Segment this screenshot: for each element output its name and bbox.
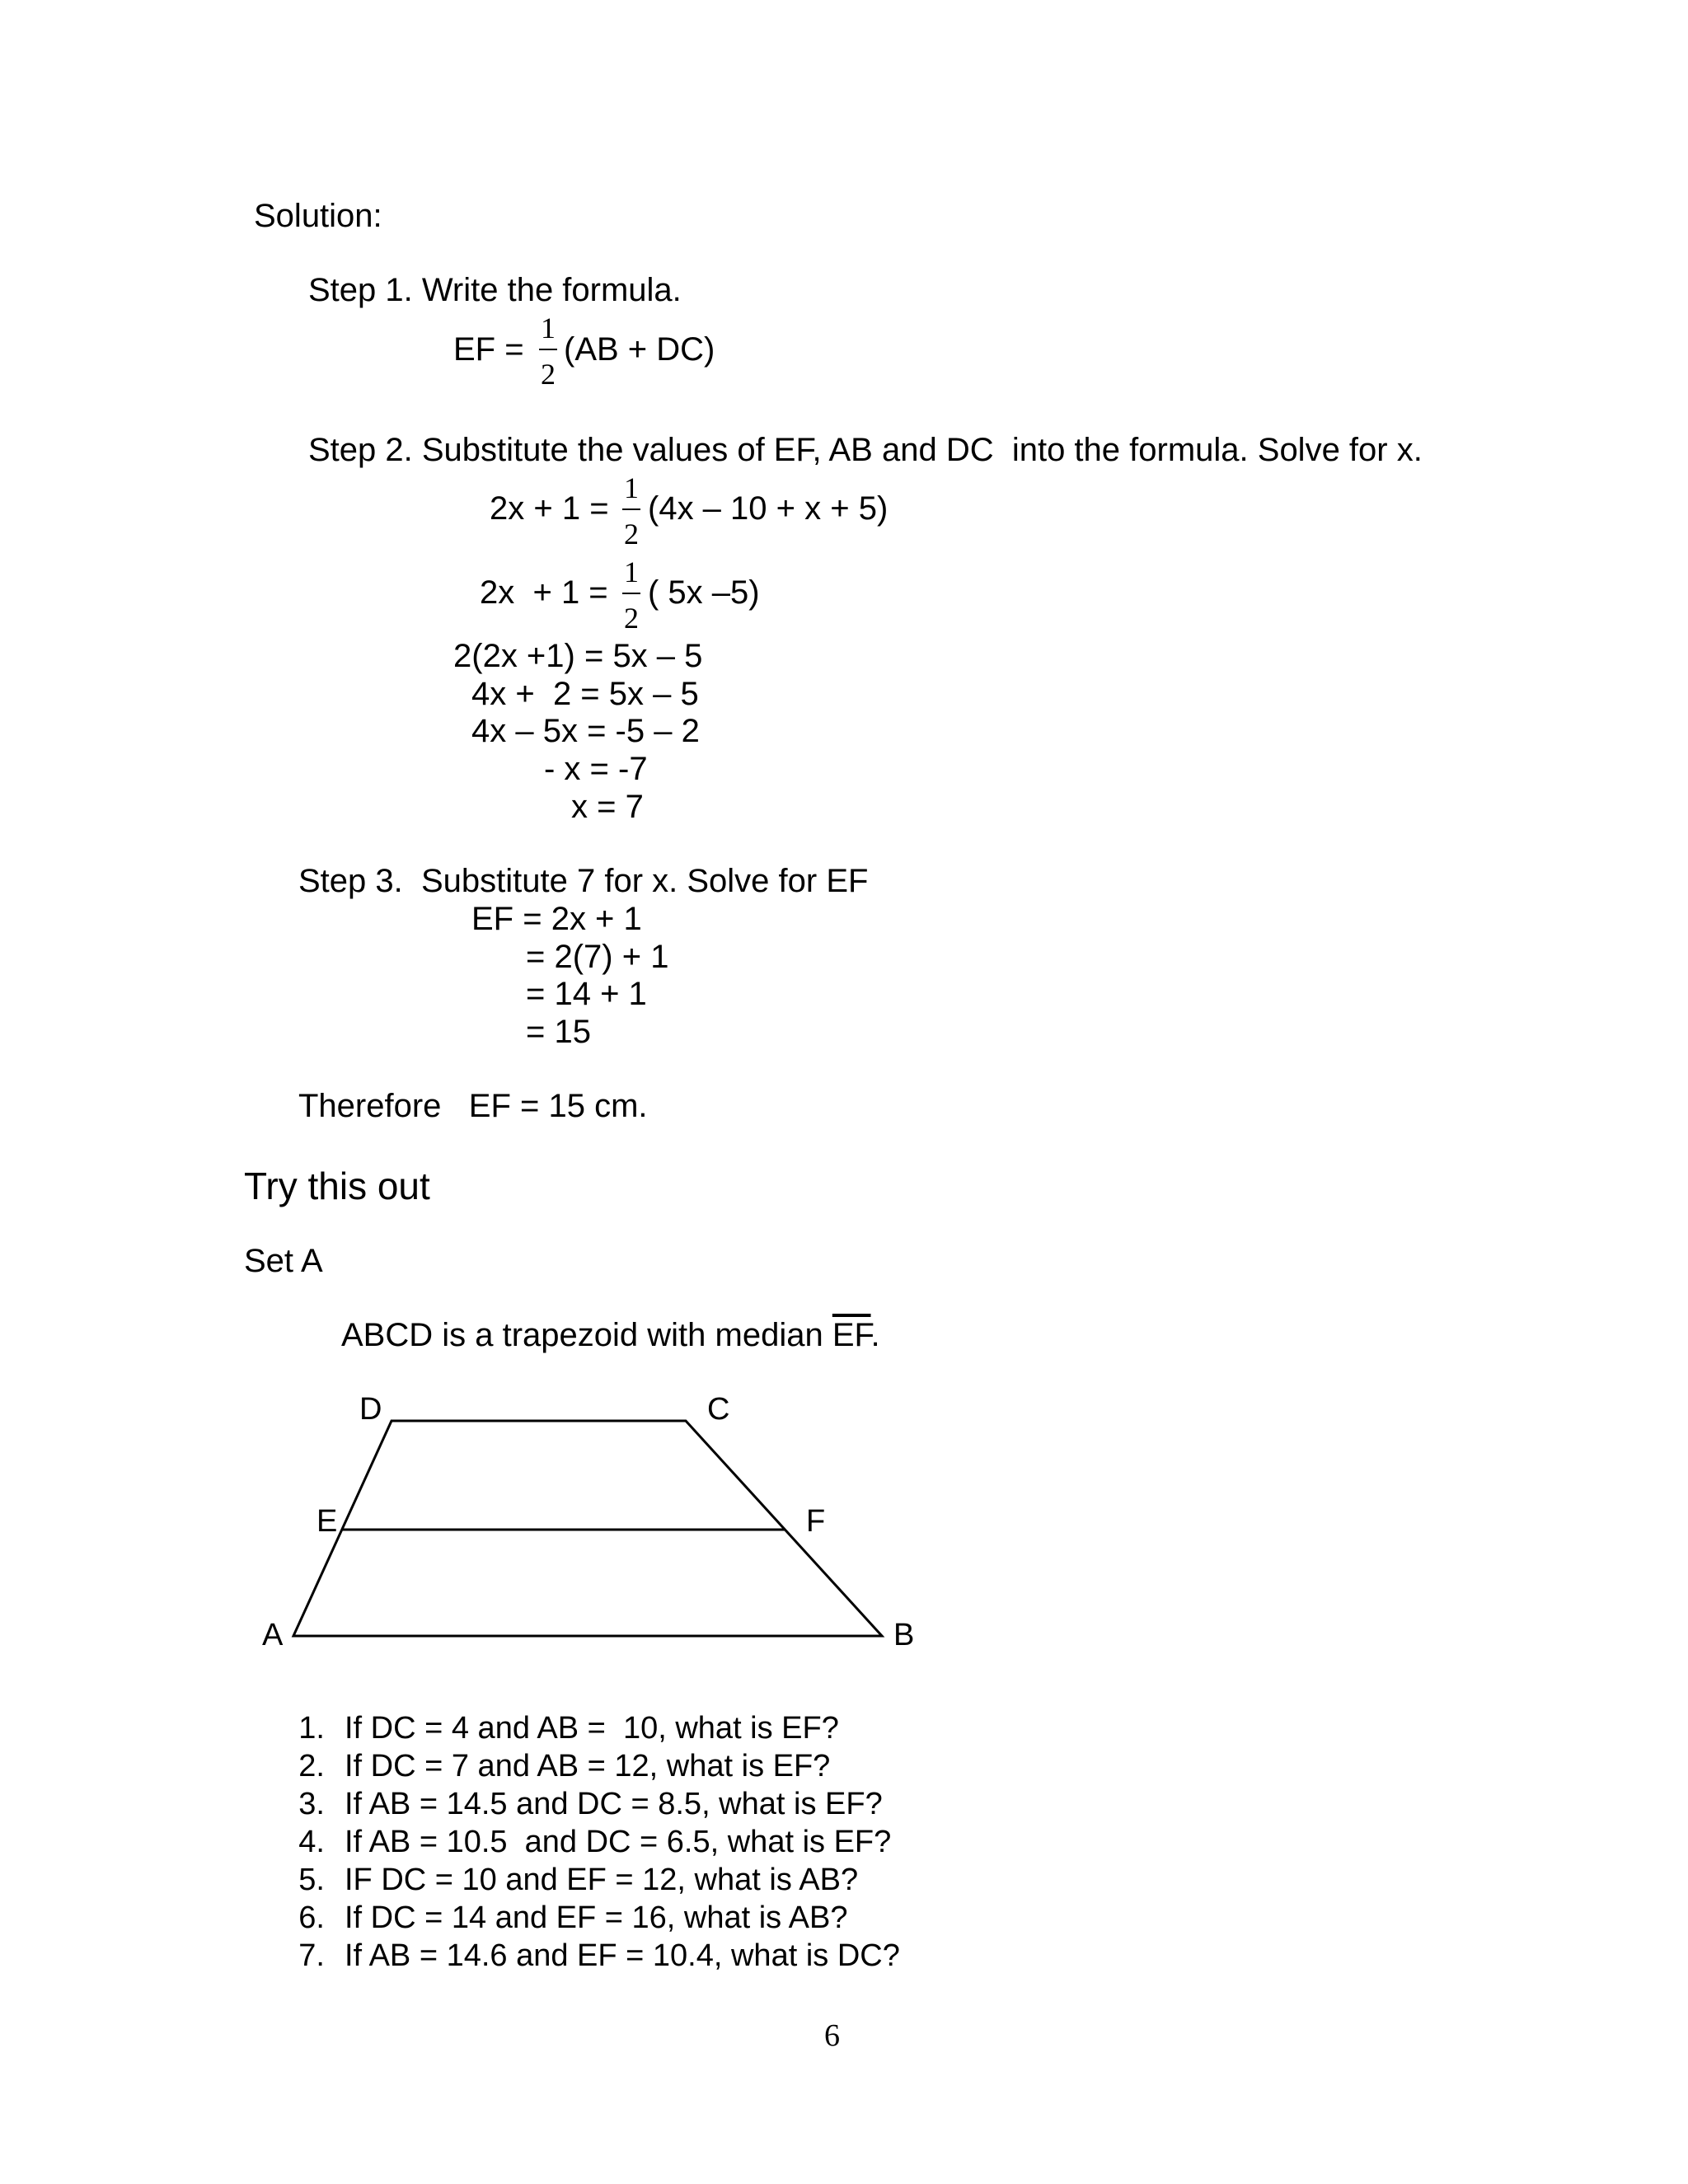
question-list xyxy=(290,1709,900,1975)
vertex-label-d: D xyxy=(359,1392,382,1427)
question-text: IF DC = 10 and EF = 12, what is AB? xyxy=(345,1863,859,1897)
set-label: Set A xyxy=(244,1243,323,1279)
step3-line: = 14 + 1 xyxy=(526,976,647,1012)
step2-title: Step 2. Substitute the values of EF, AB and DC into the formula. Solve for x. xyxy=(308,432,1423,468)
trapezoid-intro-text: ABCD is a trapezoid with median xyxy=(341,1317,832,1353)
question-number: 5. xyxy=(298,1863,325,1897)
step1-frac-den: 2 xyxy=(541,358,556,391)
step3-line: EF = 2x + 1 xyxy=(471,901,642,937)
question-number: 3. xyxy=(298,1787,325,1821)
question-text: If DC = 4 and AB = 10, what is EF? xyxy=(345,1711,839,1746)
step2-eq1-frac-den: 2 xyxy=(624,518,639,551)
try-this-out-heading: Try this out xyxy=(244,1165,430,1207)
step2-eq1-right: (4x – 10 + x + 5) xyxy=(648,490,889,527)
step2-line: - x = -7 xyxy=(544,751,648,787)
vertex-label-c: C xyxy=(707,1392,730,1427)
step2-eq1-left: 2x + 1 = xyxy=(490,490,609,527)
step1-formula-left: EF = xyxy=(453,331,524,368)
list-item xyxy=(290,1899,900,1937)
list-item xyxy=(290,1709,900,1747)
list-item xyxy=(290,1861,900,1899)
step1-title: Step 1. Write the formula. xyxy=(308,272,682,308)
question-text: If DC = 7 and AB = 12, what is EF? xyxy=(345,1749,831,1783)
step3-line: = 2(7) + 1 xyxy=(526,939,669,975)
vertex-label-b: B xyxy=(893,1618,915,1652)
solution-heading: Solution: xyxy=(254,198,382,234)
step3-title: Step 3. Substitute 7 for x. Solve for EF xyxy=(298,863,869,899)
step2-eq2-frac-den: 2 xyxy=(624,602,639,635)
list-item xyxy=(290,1823,900,1861)
step1-formula-right: (AB + DC) xyxy=(564,331,715,368)
question-text: If AB = 14.5 and DC = 8.5, what is EF? xyxy=(345,1787,883,1821)
question-number: 7. xyxy=(298,1938,325,1973)
question-text: If DC = 14 and EF = 16, what is AB? xyxy=(345,1900,848,1935)
step2-eq2-frac-num: 1 xyxy=(624,555,639,588)
median-label: $\overline{EF}$ xyxy=(832,1317,871,1353)
step2-line: x = 7 xyxy=(571,789,644,825)
step2-eq2-left: 2x + 1 = xyxy=(480,574,608,611)
therefore-statement: Therefore EF = 15 cm. xyxy=(298,1088,648,1124)
question-number: 4. xyxy=(298,1825,325,1859)
list-item xyxy=(290,1785,900,1823)
step2-line: 4x + 2 = 5x – 5 xyxy=(471,676,699,712)
page-number: 6 xyxy=(824,2018,840,2053)
question-number: 6. xyxy=(298,1900,325,1935)
list-item xyxy=(290,1747,900,1785)
question-number: 2. xyxy=(298,1749,325,1783)
step2-line: 2(2x +1) = 5x – 5 xyxy=(453,638,703,674)
list-item xyxy=(290,1937,900,1975)
question-number: 1. xyxy=(298,1711,325,1746)
step2-line: 4x – 5x = -5 – 2 xyxy=(471,713,700,749)
vertex-label-e: E xyxy=(316,1504,338,1539)
step2-eq1-frac-num: 1 xyxy=(624,471,639,504)
question-text: If AB = 10.5 and DC = 6.5, what is EF? xyxy=(345,1825,892,1859)
step1-frac-num: 1 xyxy=(541,312,556,344)
trapezoid-intro-end: . xyxy=(870,1317,880,1353)
step2-eq2-right: ( 5x –5) xyxy=(648,574,760,611)
vertex-label-f: F xyxy=(806,1504,826,1539)
step3-line: = 15 xyxy=(526,1014,591,1050)
vertex-label-a: A xyxy=(262,1618,284,1652)
question-text: If AB = 14.6 and EF = 10.4, what is DC? xyxy=(345,1938,900,1973)
